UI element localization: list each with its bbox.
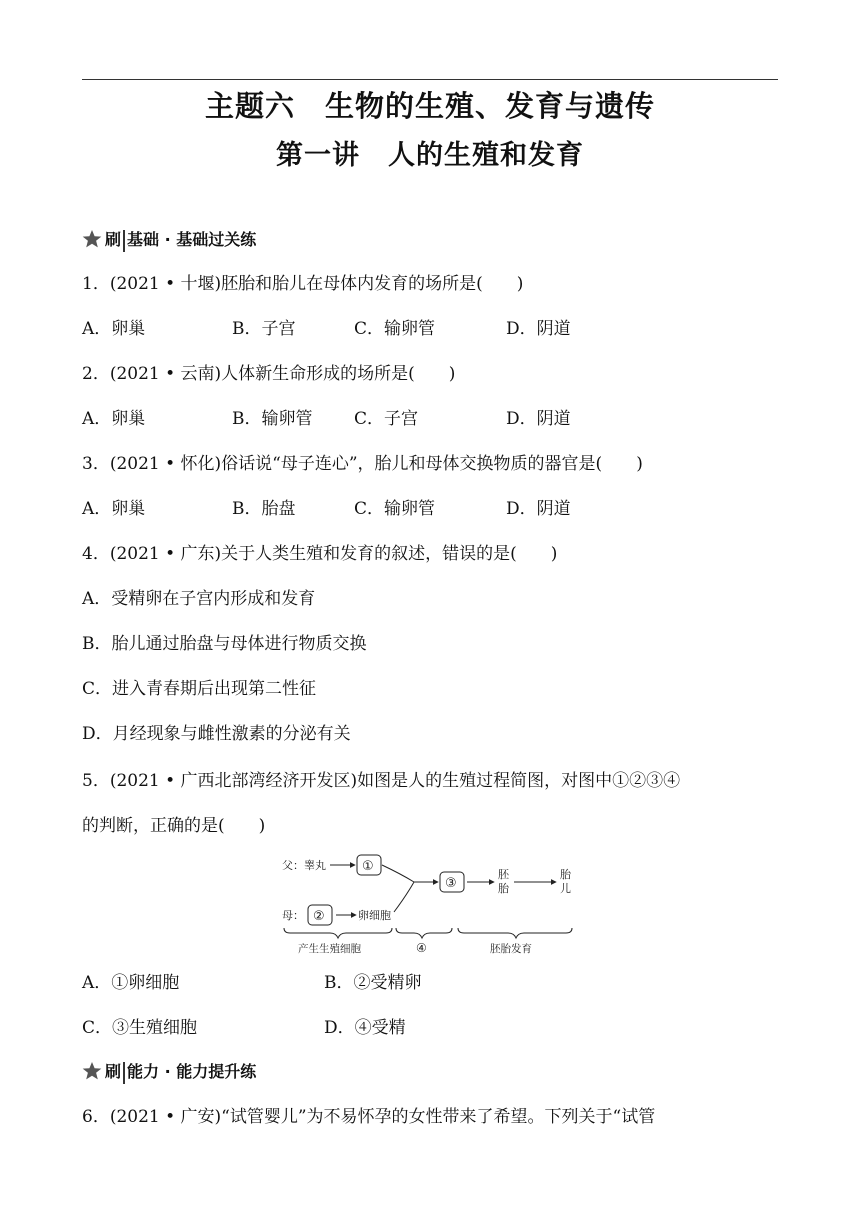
section-label: 能力 · 能力提升练: [127, 1062, 257, 1081]
q3-option-c: C．输卵管: [354, 499, 436, 519]
q2-option-b: B．输卵管: [232, 409, 313, 429]
diagram-brace-label-2: ④: [416, 941, 427, 955]
section-ability: [82, 1059, 256, 1082]
section-divider: [123, 1062, 125, 1084]
q4-option-b: B．胎儿通过胎盘与母体进行物质交换: [82, 634, 367, 654]
question-5: 5．(2021 • 广西北部湾经济开发区)如图是人的生殖过程简图，对图中①②③④: [82, 771, 681, 791]
q5-option-b: B．②受精卵: [324, 973, 422, 993]
q3-option-b: B．胎盘: [232, 499, 296, 519]
q2-option-c: C．子宫: [354, 409, 419, 429]
star-icon: [82, 1061, 102, 1081]
q5-option-c: C．③生殖细胞: [82, 1018, 198, 1038]
q3-option-a: A．卵巢: [82, 499, 146, 519]
page-subtitle: 第一讲 人的生殖和发育: [276, 140, 584, 171]
q3-option-d: D．阴道: [506, 499, 571, 519]
section-tag: 刷: [105, 230, 122, 249]
question-2: 2．(2021 • 云南)人体新生命形成的场所是( ): [82, 364, 456, 384]
section-basic: [82, 227, 256, 250]
section-label: 基础 · 基础过关练: [127, 230, 257, 249]
q1-option-d: D．阴道: [506, 319, 571, 339]
question-4: 4．(2021 • 广东)关于人类生殖和发育的叙述，错误的是( ): [82, 544, 558, 564]
q2-option-d: D．阴道: [506, 409, 571, 429]
q1-option-b: B．子宫: [232, 319, 296, 339]
star-icon: [82, 229, 102, 249]
q5-option-d: D．④受精: [324, 1018, 406, 1038]
diagram-circle-2: ②: [313, 909, 325, 924]
reproduction-diagram: [276, 848, 586, 958]
diagram-embryo-a: 胚: [498, 868, 509, 881]
q4-option-d: D．月经现象与雌性激素的分泌有关: [82, 724, 351, 744]
q1-option-c: C．输卵管: [354, 319, 436, 339]
question-3: 3．(2021 • 怀化)俗话说“母子连心”，胎儿和母体交换物质的器官是( ): [82, 454, 643, 474]
diagram-brace-label-3: 胚胎发育: [490, 943, 532, 955]
q1-option-a: A．卵巢: [82, 319, 146, 339]
diagram-embryo-b: 胎: [498, 882, 509, 895]
diagram-egg: 卵细胞: [358, 909, 391, 922]
diagram-brace-label-1: 产生生殖细胞: [298, 943, 361, 955]
diagram-circle-1: ①: [362, 859, 374, 874]
question-5-cont: 的判断，正确的是( ): [82, 816, 266, 836]
question-6: 6．(2021 • 广安)“试管婴儿”为不易怀孕的女性带来了希望。下列关于“试管: [82, 1107, 656, 1127]
page-title: 主题六 生物的生殖、发育与遗传: [204, 89, 655, 123]
section-tag: 刷: [105, 1062, 122, 1081]
q4-option-a: A．受精卵在子宫内形成和发育: [82, 589, 316, 609]
diagram-fetus-a: 胎: [560, 868, 571, 881]
q5-option-a: A．①卵细胞: [82, 973, 180, 993]
diagram-circle-3: ③: [445, 876, 457, 891]
q2-option-a: A．卵巢: [82, 409, 146, 429]
header-rule: [82, 79, 778, 80]
section-divider: [123, 230, 125, 252]
question-1: 1．(2021 • 十堰)胚胎和胎儿在母体内发育的场所是( ): [82, 274, 524, 294]
q4-option-c: C．进入青春期后出现第二性征: [82, 679, 317, 699]
diagram-father: 父：睾丸: [282, 859, 326, 872]
diagram-mother: 母：: [282, 909, 304, 922]
diagram-fetus-b: 儿: [560, 882, 571, 895]
